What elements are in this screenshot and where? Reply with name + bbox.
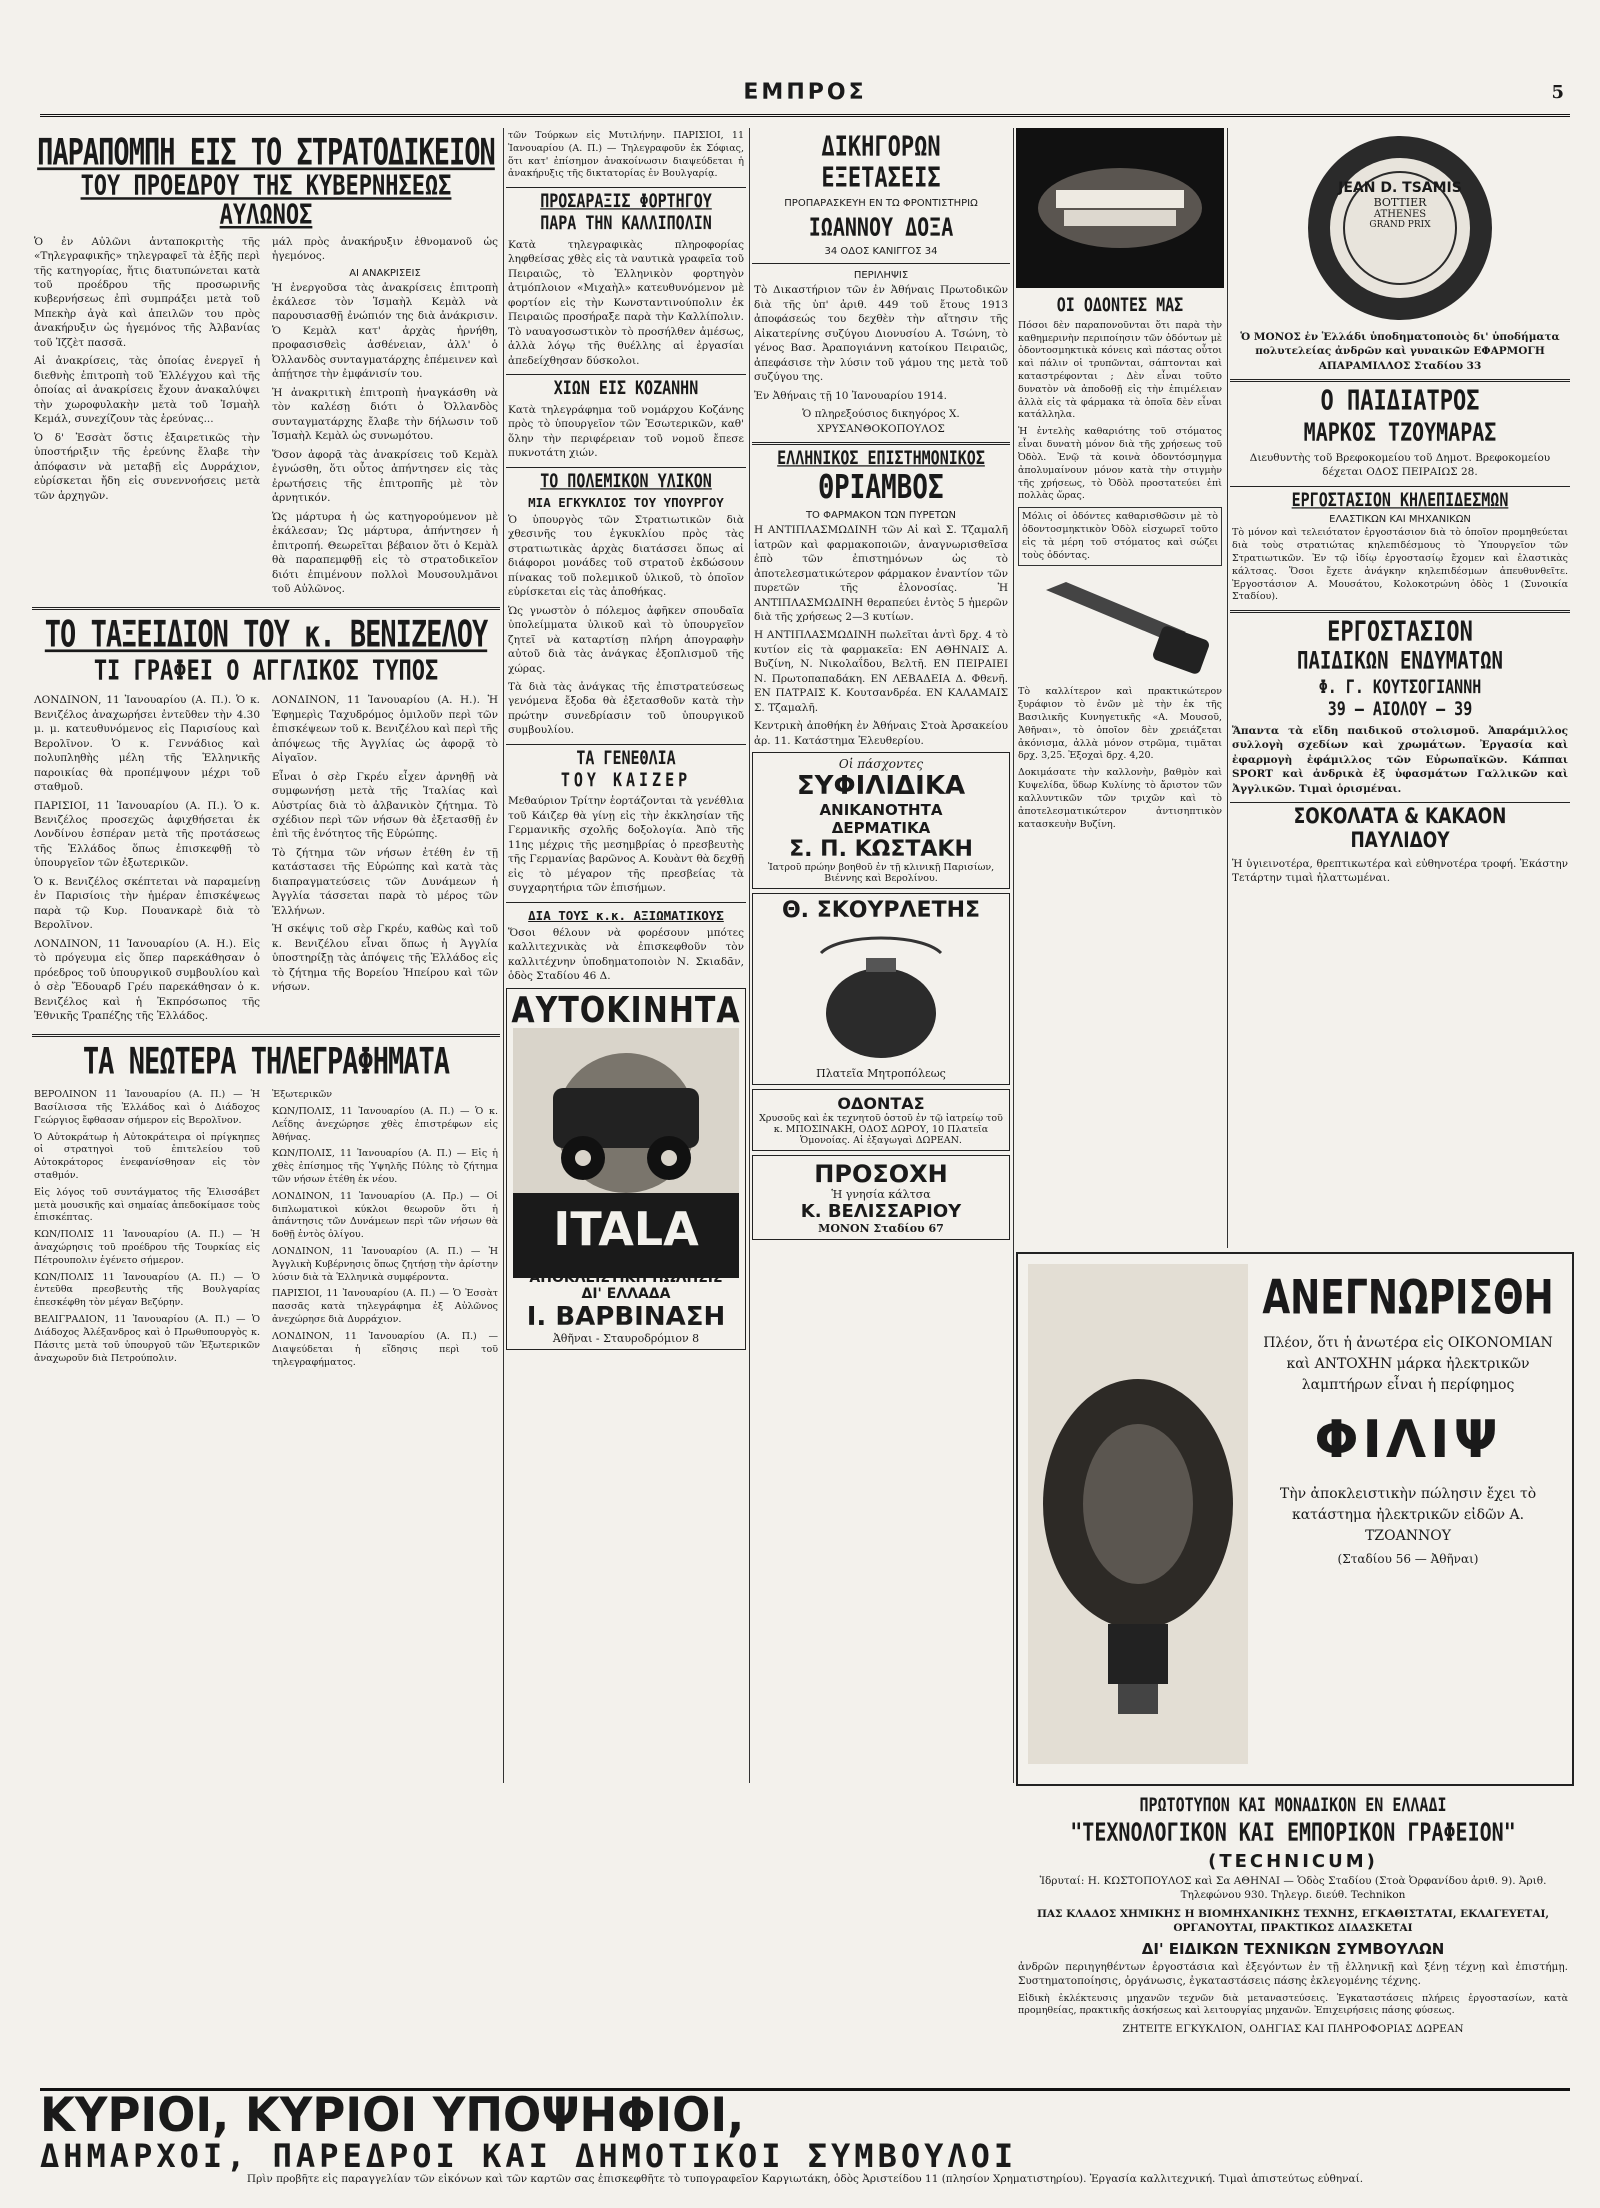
paragraph: Ἅπαντα τὰ εἴδη παιδικοῦ στολισμοῦ. Ἀπαράμιλλος συλλογὴ σχεδίων καὶ χρωμάτων. Ἐργασία καὶ ἐφαρμογὴ ἐφάμιλλος τῶν Εὐρωπαϊκῶν. Κάππαι SPORT καὶ ἀνδρικὰ ἐξ ὑφασμάτων Γαλλικῶν καὶ Ἀγγλικῶν. Τιμαὶ ὁρισμέναι. (1232, 724, 1568, 795)
paragraph: Ἡ ὑγιεινοτέρα, θρεπτικωτέρα καὶ εὐθηνοτέρα τροφή. Ἑκάστην Τετάρτην τιμαὶ ἠλαττωμέναι. (1232, 857, 1568, 885)
paragraph: ἀνδρῶν περιηγηθέντων ἐργοστάσια καὶ ἐξεγόντων ἐν τῇ ἑλληνικῇ καὶ ξένῃ τέχνῃ καὶ ἐπιστήμῃ. Συστηματοποίησις, ὀργάνωσις, ἐγκαταστάσεις πάσης ἐκλεγομένης τέχνης. (1018, 1960, 1568, 1988)
mouth-illustration (1016, 128, 1224, 288)
teeth-advert (752, 1089, 1010, 1151)
light-bulb-icon (1028, 1264, 1248, 1764)
column-rule (503, 128, 504, 1783)
telegram: Ὁ Αὐτοκράτωρ ἡ Αὐτοκράτειρα οἱ πρίγκηπες οἱ στρατηγοὶ τοῦ ἐπιτελείου τοῦ Αὐτοκράτορος ἐνεφανίσθησαν εἰς τὸν σταθμόν. (34, 1131, 260, 1181)
paragraph: Ὁ πληρεξούσιος δικηγόρος Χ. ΧΡΥΣΑΝΘΟΚΟΠΟΥΛΟΣ (802, 408, 960, 435)
headline-court-martial: ΠΑΡΑΠΟΜΠΗ ΕΙΣ ΤΟ ΣΤΡΑΤΟΔΙΚΕΙΟΝ (37, 132, 495, 175)
column-2 (506, 128, 746, 1783)
headline-war-material: ΤΟ ΠΟΛΕΜΙΚΟΝ ΥΛΙΚΟΝ (540, 469, 712, 492)
headline-kaiser: ΤΟΥ ΚΑΙΖΕΡ (560, 768, 692, 791)
badge-city: ATHENES (1373, 209, 1427, 220)
paragraph: Πλέον, ὅτι ἡ ἀνωτέρα εἰς ΟΙΚΟΝΟΜΙΑΝ καὶ ΑΝΤΟΧΗΝ μάρκα ἠλεκτρικῶν λαμπτήρων εἶναι ἡ περίφημος (1263, 1335, 1553, 1393)
ad-line: Ἀθῆναι - Σταυροδρόμιον 8 (552, 1331, 700, 1345)
ad-line: Οἱ πάσχοντες (838, 757, 924, 772)
subheading-fever: ΤΟ ΦΑΡΜΑΚΟΝ ΤΩΝ ΠΥΡΕΤΩΝ (805, 510, 957, 522)
divider (1230, 610, 1570, 613)
paragraph: Εἰδικὴ ἐκλέκτευσις μηχανῶν τεχνῶν διὰ μεταναστεύσεις. Ἐγκαταστάσεις πλήρεις ἐργοστασίων, κατὰ προμηθείας, πρακτικῆς ἀσκήσεως καὶ λειτουργίας μηχανῶν. Ἐπιχειρήσεις πάσης φύσεως. (1018, 1992, 1568, 2017)
telegrams (32, 1087, 500, 1373)
paragraph: Κεντρικὴ ἀποθήκη ἐν Ἀθήναις Στοὰ Ἀρσακείου ἀρ. 11. Κατάστημα Ἐλευθερίου. (754, 720, 1008, 747)
telegram: ΚΩΝ/ΠΟΛΙΣ, 11 Ἰανουαρίου (Α. Π.) — Ὁ κ. Λεΐδης ἀνεχώρησε χθὲς ἐπιστρέφων εἰς Ἀθήνας. (272, 1105, 498, 1143)
telegram: ΛΟΝΔΙΝΟΝ, 11 Ἰανουαρίου (Α. Π.) — Διαψεύδεται ἡ εἴδησις περὶ τοῦ τηλεγραφήματος. (272, 1330, 498, 1368)
headline-venizelos-trip: ΤΟ ΤΑΞΕΙΔΙΟΝ ΤΟΥ κ. ΒΕΝΙΖΕΛΟΥ (44, 614, 488, 656)
paragraph: Ἡ ἐνεργοῦσα τὰς ἀνακρίσεις ἐπιτροπὴ ἐκάλεσε τὸν Ἰσμαὴλ Κεμὰλ νὰ παρουσιασθῇ ἐνώπιόν της διὰ ἀνάκρισιν. Ὁ Κεμὰλ κατ' ἀρχὰς ἠρνήθη, προφασισθεὶς ἀσθένειαν, ἀλλ' ὁ Ὀλλανδὸς συνταγματάρχης ἐπέμεινεν καὶ ἀπῄτησε τὴν ἐμφάνισίν του. (272, 281, 498, 381)
telegram: ΚΩΝ/ΠΟΛΙΣ, 11 Ἰανουαρίου (Α. Π.) — Εἰς ἡ χθὲς ἐπίσημος τῆς Ὑψηλῆς Πύλης τὸ ζήτημα τῶν νήσων ἐτέθη ἐκ νέου. (272, 1148, 498, 1185)
paragraph: Αἱ ἀνακρίσεις, τὰς ὁποίας ἐνεργεῖ ἡ διεθνὴς ἐπιτροπὴ τοῦ Ἑλλέγχου καὶ τῆς ὁποίας αἱ ἀνακρίσεις ἔχουν ἀνακαλύψει τὴν χωροφυλακὴν μετὰ τοῦ Ἰσμαὴλ Κεμάλ, συνεχίζουν τὰς ἐρεύνας... (34, 355, 260, 426)
ad-line: ΑΝΙΚΑΝΟΤΗΤΑ (819, 801, 943, 820)
ad-line: Ἡ γνησία κάλτσα (831, 1188, 931, 1202)
paragraph: τῶν Τούρκων εἰς Μυτιλήνην. ΠΑΡΙΣΙΟΙ, 11 Ἰανουαρίου (Α. Π.) — Τηλεγραφοῦν ἐκ Σόφιας, ὅτι κατ' ἐπίσημον ἀνακοίνωσιν διαψεύδεται ἡ ἀνακήρυξις τῆς δικτατορίας ἐν Βουλγαρίᾳ. (508, 130, 744, 180)
telegram: ΚΩΝ/ΠΟΛΙΣ 11 Ἰανουαρίου (Α. Π.) — Ἡ ἀναχώρησις τοῦ προέδρου τῆς Τουρκίας εἰς Πέτρουπολιν ἐγένετο σήμερον. (34, 1229, 260, 1266)
divider (752, 263, 1010, 264)
paragraph: Ὁ ὑπουργὸς τῶν Στρατιωτικῶν διὰ χθεσινῆς του ἐγκυκλίου πρὸς τὰς στρατιωτικὰς ἀρχὰς διατάσσει ὅπως αἱ διάφοροι μονάδες τοῦ στρατοῦ ἐκδώσουν πίνακας τοῦ πολεμικοῦ ὑλικοῦ, τὸ ὁποῖον εὑρίσκεται εἰς τὰς ἀποθήκας. (508, 513, 744, 599)
headline-freighter: ΠΡΟΣΑΡΑΞΙΣ ΦΟΡΤΗΓΟΥ (540, 189, 712, 213)
banner-line-3: Πρὶν προβῆτε εἰς παραγγελίαν τῶν εἰκόνων καὶ τῶν καρτῶν σας ἐπισκεφθῆτε τὸ τυπογραφεῖον Καργιωτάκη, ὁδὸς Ἀριστείδου 11 (πλησίον Χρηματιστηρίου). Ἐργασία καλλιτεχνική. Τιμαὶ ἀπιστεύτως εὐθηναί. (246, 2173, 1364, 2185)
banner-line-2: ΔΗΜΑΡΧΟΙ, ΠΑΡΕΔΡΟΙ ΚΑΙ ΔΗΜΟΤΙΚΟΙ ΣΥΜΒΟΥΛΟΙ (40, 2137, 1018, 2175)
paragraph: Κατὰ τηλεγράφημα τοῦ νομάρχου Κοζάνης πρὸς τὸ ὑπουργεῖον τῶν Ἐσωτερικῶν, καθ' ὅλην τὴν περιφέρειαν τοῦ νομοῦ ἔπεσε πυκνοτάτη χιών. (508, 403, 744, 460)
ad-name: Κ. ΒΕΛΙΣΣΑΡΙΟΥ (800, 1201, 962, 1223)
telegram: ΠΑΡΙΣΙΟΙ, 11 Ἰανουαρίου (Α. Π.) — Ὁ Ἐσσὰτ πασσᾶς κατὰ τηλεγράφημα ἐξ Αὐλῶνος ἀνεχώρησε διὰ Δυρράχιον. (272, 1288, 498, 1326)
headline-latest-telegrams: ΤΑ ΝΕΩΤΕΡΑ ΤΗΛΕΓΡΑΦΗΜΑΤΑ (82, 1041, 450, 1083)
ad-line: ΑΠΟΚΛΕΙΣΤΙΚΗ ΠΩΛΗΣΙΣ (529, 1269, 723, 1286)
headline-exams: ΕΞΕΤΑΣΕΙΣ (821, 162, 941, 195)
divider (752, 442, 1010, 445)
paragraph: Τὸ μόνον καὶ τελειότατον ἐργοστάσιον διὰ τὸ ὁποῖον προμηθεύεται διὰ τοὺς στρατιώτας κηλεπιδέσμους τὸ Ὑπουργεῖον τῶν Στρατιωτικῶν. Ἐν τῷ ἰδίῳ ἐργοστασίῳ ἔχομεν καὶ ἐλαστικὰς κάλτσας. Ὅσοι ἔχετε ἀνάγκην κηλεπιδέσμων ἀπευθυνθεῖτε. Ἐργοστάσιον Α. Μουσάτου, Κολοκοτρώνη ὁδὸς 1 (Συνοικία Σταδίου). (1232, 527, 1568, 603)
ad-line: ΔΕΡΜΑΤΙΚΑ (831, 819, 931, 838)
paragraph: Δοκιμάσατε τὴν καλλονὴν, βαθμὸν καὶ Κυψελίδα, ὕδωρ Κυλίνης τὸ ἄριστον τῶν καλλυντικῶν τῶν τριχῶν καὶ τὸ ἀποτελεσματικώτερον ἀντισηπτικὸν κατασκευὴν Βυζίνη. (1018, 767, 1222, 830)
itala-advert (506, 988, 746, 1350)
paragraph: Η ΑΝΤΙΠΛΑΣΜΩΔΙΝΗ τῶν Αἰ καὶ Σ. Τζαμαλῆ ἰατρῶν καὶ φαρμακοποιῶν, ἀναγνωρισθεῖσα ἐπὸ τῶν ἐπιστημόνων ὡς τὸ ἀποτελεσματικώτερον φάρμακον ἐναντίον τῶν πυρετῶν τῆς ἑλονοσίας. Ἡ ΑΝΤΙΠΛΑΣΜΩΔΙΝΗ θεραπεύει ἐντὸς 5 ἡμερῶν διὰ τῆς χρήσεως 2—3 κυτίων. (754, 524, 1008, 623)
article-venizelos (32, 691, 500, 1028)
subheading: ΠΡΟΠΑΡΑΣΚΕΥΗ ΕΝ ΤΩ ΦΡΟΝΤΙΣΤΗΡΙΩ (784, 198, 978, 210)
paragraph: (Σταδίου 56 — Ἀθῆναι) (1337, 1552, 1479, 1566)
paragraph: Ὡς μάρτυρα ἡ ὡς κατηγορούμενον μὲ ἐκάλεσαν; Ὡς μάρτυρα, ἀπήντησεν ἡ ἐπιτροπή. Θεωρεῖται βέβαιον ὅτι ὁ Κεμὰλ θὰ παραπεμφθῇ εἰς τὸ στρατοδικεῖον διότι ἐπιμένουν πολλοὶ Μουσουλμᾶνοι τοῦ Αὐλῶνος. (272, 510, 498, 596)
skourletis-advert (752, 893, 1010, 1085)
ad-line: Ι. ΒΑΡΒΙΝΑΣΗ (526, 1301, 726, 1332)
headline-circular: ΜΙΑ ΕΓΚΥΚΛΙΟΣ ΤΟΥ ΥΠΟΥΡΓΟΥ (528, 494, 724, 510)
headline-recognized: ΑΝΕΓΝΩΡΙΣΘΗ (1262, 1271, 1554, 1326)
banner-line-1: ΚΥΡΙΟΙ, ΚΥΡΙΟΙ ΥΠΟΨΗΦΙΟΙ, (40, 2086, 745, 2143)
headline-pavlidou: ΠΑΥΛΙΔΟΥ (1350, 828, 1450, 854)
masthead (40, 78, 1570, 117)
headline-factory: ΕΡΓΟΣΤΑΣΙΟΝ (1327, 617, 1473, 649)
headline-koutsogianni: Φ. Γ. ΚΟΥΤΣΟΓΙΑΝΝΗ (1318, 675, 1482, 699)
paragraph: Τὴν ἀποκλειστικὴν πώλησιν ἔχει τὸ κατάστημα ἠλεκτρικῶν εἰδῶν Α. ΤΖΟΑΝΝΟΥ (1279, 1486, 1537, 1544)
headline-triumph-word: ΘΡΙΑΜΒΟΣ (818, 468, 944, 507)
tutor-name: ΙΩΑΝΝΟΥ ΔΟΞΑ (808, 212, 954, 243)
paragraph: Ἡ ἐντελὴς καθαριότης τοῦ στόματος εἶναι δυνατὴ μόνον διὰ τῆς χρήσεως τοῦ Ὀδὸλ. Ἐνῷ τὰ κοινὰ ὀδοντόσμηγμα ἀπολυμαίνουν μόνον κατὰ τὴν στιγμὴν τῆς χρήσεως, τὸ Ὀδὸλ προστατεύει ἐπὶ πολλὰς ὥρας. (1018, 426, 1222, 502)
column-rule (1013, 128, 1014, 1783)
telegram: ΒΕΡΟΛΙΝΟΝ 11 Ἰανουαρίου (Α. Π.) — Ἡ Βασίλισσα τῆς Ἑλλάδος καὶ ὁ Διάδοχος Γεώργιος ἔφθασαν σήμερον εἰς Βερολῖνον. (34, 1089, 260, 1126)
ad-line: Χρυσοῦς καὶ ἐκ τεχνητοῦ ὀστοῦ ἐν τῷ ἰατρείῳ τοῦ κ. ΜΠΟΣΙΝΑΚΗ, ΟΔΟΣ ΔΩΡΟΥ, 10 Πλατεῖα Ὁμονοίας. Αἱ ἐξαγωγαὶ ΔΩΡΕΑΝ. (759, 1113, 1003, 1147)
subheading: ΕΛΑΣΤΙΚΩΝ ΚΑΙ ΜΗΧΑΝΙΚΩΝ (1329, 514, 1471, 526)
telegram: Ἐξωτερικῶν (272, 1089, 333, 1101)
ad-title: ΠΡΟΣΟΧΗ (814, 1160, 948, 1189)
paragraph: Ὁ δ' Ἐσσὰτ ὅστις ἐξαιρετικῶς τὴν ὑποστήριξιν τῆς ἐρεύνης ἔλαβε τὴν ἀπόφασιν νὰ μεταβῇ εἰς Δυρράχιον, εὑρίσκεται ἤδη εἰς συνεννοήσεις μετὰ τῶν ἀρχηγῶν. (34, 431, 260, 502)
telegram: Εἰς λόγος τοῦ συντάγματος τῆς Ἑλισσάβετ μετὰ μουσικῆς καὶ σημαίας ἀπεδοκίμασε τοὺς ἐπισκέπτας. (34, 1186, 260, 1224)
paragraph: Τὸ Δικαστήριον τῶν ἐν Ἀθήναις Πρωτοδικῶν διὰ τῆς ὑπ' ἀριθ. 449 τοῦ ἔτους 1913 ἀποφάσεώς του δεχθὲν τὴν αἴτησιν τῆς Αἰκατερίνης συζύγου Διονυσίου Α. Τσώνη, τὸ γένος Βασ. Ἀραπογιάννη κατοίκου Πειραιῶς, ἀπεφάσισε τὴν λύσιν τοῦ γάμου της μετὰ τοῦ συζύγου της. (754, 284, 1008, 384)
headline-hernia-factory: ΕΡΓΟΣΤΑΣΙΟΝ ΚΗΛΕΠΙΔΕΣΜΩΝ (1291, 488, 1509, 511)
ad-title: ΑΥΤΟΚΙΝΗΤΑ (511, 989, 741, 1032)
headline-pediatrician: Ο ΠΑΙΔΙΑΤΡΟΣ (1320, 386, 1480, 418)
subheading-investigations: ΑΙ ΑΝΑΚΡΙΣΕΙΣ (349, 267, 421, 279)
paragraph: ΠΑΡΙΣΙΟΙ, 11 Ἰανουαρίου (Α. Π.). Ὁ κ. Βενιζέλος προσεχῶς ἀφιχθήσεται ἐκ Λονδίνου ἐσπέραν μετὰ τῆς προτάσεως τῆς Ἑλλάδος ὅπως ἐπισκεφθῇ τὸ ὑπουργεῖον τῶν ἐξωτερικῶν. (34, 799, 260, 870)
column-3 (752, 128, 1010, 1783)
page-number: 5 (1551, 82, 1564, 103)
paragraph: Εἶναι ὁ σὲρ Γκρέυ εἶχεν ἀρνηθῇ νὰ συμφωνήσῃ μετὰ τῆς Ἰταλίας καὶ Αὐστρίας διὰ τὸ ἀλβανικὸν ζήτημα. Τὸ σχέδιον περὶ τῶν νήσων θὰ ἐξετασθῇ ἐν ἐπὶ τῆς ἑνότητος τῆς Εὐρώπης. (272, 770, 498, 841)
headline-kaiser-birthday: ΤΑ ΓΕΝΕΘΛΙΑ (576, 746, 676, 769)
paragraph: Πόσοι δὲν παραπονοῦνται ὅτι παρὰ τὴν καθημερινὴν περιποίησιν τῶν ὀδόντων μὲ ὀδοντοσμηκτικὰ κόνεις καὶ πάστας οὗτοι καὶ πάλιν οἱ τρυπῶνται, σάπτονται καὶ καταστρέφονται ; Δὲν εἶναι τοῦτο δυνατὸν νὰ ἀποδοθῇ εἰς τὴν ἐπιμέλειαν ἀλλὰ εἰς τὰ φάρμακα τὰ ὁποῖα δὲν εἶναι κατάλληλα. (1018, 319, 1222, 421)
ad-brand: ITALA (553, 1201, 699, 1256)
telegram: ΒΕΛΙΓΡΑΔΙΟΝ, 11 Ἰανουαρίου (Α. Π.) — Ὁ Διάδοχος Ἀλέξανδρος καὶ ὁ Πρωθυπουργὸς κ. Πάσιτς μετὰ τοῦ ὑπουργοῦ τῶν Ἐξωτερικῶν ἀναχωροῦν διὰ Πετρούπολιν. (34, 1314, 260, 1364)
lamp-illustration (1028, 1264, 1248, 1764)
divider (32, 607, 500, 610)
column-5 (1230, 128, 1570, 1248)
headline-technological-office: "ΤΕΧΝΟΛΟΓΙΚΟΝ ΚΑΙ ΕΜΠΟΡΙΚΟΝ ΓΡΑΦΕΙΟΝ" (1070, 1816, 1516, 1847)
paragraph: μάλ πρὸς ἀνακήρυξιν ἐθνομανοῦ ὡς ἡγεμόνος. (272, 235, 498, 263)
syphilis-advert (752, 752, 1010, 889)
paragraph: Ὡς γνωστὸν ὁ πόλεμος ἀφῆκεν σπουδαῖα ὑπολείμματα ὑλικοῦ καὶ τὸ ὑπουργεῖον ζητεῖ νὰ καταρτίσῃ πλήρη ἀπογραφὴν αὐτοῦ διὰ τὰς ἀνάγκας ἐξοπλισμοῦ τῆς χώρας. (508, 604, 744, 675)
badge-prize: GRAND PRIX (1369, 220, 1431, 230)
divider (506, 187, 746, 188)
paragraph: ΛΟΝΔΙΝΟΝ, 11 Ἰανουαρίου (Α. Π.). Ὁ κ. Βενιζέλος ἀναχωρήσει ἐντεῦθεν τὴν 4.30 μ. μ. κατευθυνόμενος εἰς Παρισίους καὶ Βερολῖνον. Ὁ κ. Γεννάδιος καὶ πολυπληθὴς μέλη τῆς Ἑλληνικῆς παροικίας θὰ προπέμψουν μέχρι τοῦ σταθμοῦ. (34, 694, 260, 794)
razor-illustration (1016, 570, 1224, 680)
ad-line: ΔΙ' ΕΛΛΑΔΑ (581, 1285, 671, 1302)
column-rule (749, 128, 750, 1783)
paragraph: Ὁ ΜΟΝΟΣ ἐν Ἑλλάδι ὑποδηματοποιὸς δι' ὑποδήματα πολυτελείας ἀνδρῶν καὶ γυναικῶν ΕΦΑΡΜΟΓΗ ΑΠΑΡΑΜΙΛΛΟΣ Σταδίου 33 (1240, 331, 1560, 372)
article-aulon (32, 233, 500, 601)
headline-lawyers: ΔΙΚΗΓΟΡΩΝ (821, 131, 941, 164)
newspaper-title: ΕΜΠΡΟΣ (743, 80, 867, 105)
ad-title: ΣΥΦΙΛΙΔΙΚΑ (796, 771, 966, 802)
ad-line: Πλατεῖα Μητροπόλεως (816, 1067, 946, 1081)
ad-title: Θ. ΣΚΟΥΡΛΕΤΗΣ (781, 898, 981, 924)
badge-trade: BOTTIER (1373, 196, 1427, 209)
attention-advert (752, 1155, 1010, 1240)
ad-line: ΜΟΝΟΝ Σταδίου 67 (818, 1222, 944, 1236)
paragraph: Η ΑΝΤΙΠΛΑΣΜΩΔΙΝΗ πωλεῖται ἀντὶ δρχ. 4 τὸ κυτίον εἰς τὰ φαρμακεῖα: ΕΝ ΑΘΗΝΑΙΣ Α. Βυζίνη, Ν. Νικολαΐδου, Βελτῆ. ΕΝ ΠΕΙΡΑΙΕΙ Ν. Πρωτοπαπαδάκη. ΕΝ ΛΕΒΑΔΕΙΑ Δ. Φθενῆ. ΕΝ ΠΑΤΡΑΙΣ Κ. Κουτσανδρέα. ΕΝ ΚΑΛΑΜΑΙΣ Σ. Τζαμαλῆ. (754, 629, 1008, 714)
telegram: ΚΩΝ/ΠΟΛΙΣ 11 Ἰανουαρίου (Α. Π.) — Ὁ ἐντεῦθα πρεσβευτὴς τῆς Βουλγαρίας ἐπεσκέφθη τὸν μέγαν Βεζύρην. (34, 1271, 260, 1309)
headline-triumph: ΕΛΛΗΝΙΚΟΣ ΕΠΙΣΤΗΜΟΝΙΚΟΣ (777, 446, 985, 470)
paragraph: ΛΟΝΔΙΝΟΝ, 11 Ἰανουαρίου (Α. Η.). Ἡ Ἐφημερὶς Ταχυδρόμος ὁμιλοῦν περὶ τῶν ἐπισκέψεων τοῦ κ. Βενιζέλου καὶ περὶ τῆς ἀπόψεως τῆς Ἀγγλίας ὡς ἀφορᾷ τὸ Αἰγαῖον. (272, 694, 498, 765)
divider (1230, 486, 1570, 487)
philips-text (1258, 1264, 1558, 1572)
headline-snow-kozani: ΧΙΩΝ ΕΙΣ ΚΟΖΑΝΗΝ (553, 376, 699, 400)
paragraph: Κατὰ τηλεγραφικὰς πληροφορίας ληφθείσας χθὲς εἰς τὰ ναυτικὰ γραφεῖα τοῦ Πειραιῶς, τὸ Ἑλληνικὸν φορτηγὸν ἀτμόπλοιον «Μιχαὴλ» κατευθυνόμενον μὲ φορτίον εἰς τὴν Κωνσταντινούπολιν ἐκ Πειραιῶς προσήραξε παρὰ τὴν Καλλίπολιν. Τὸ ναυαγοσωστικὸν τὸ προσήλθεν ἀμέσως, ἀλλὰ λόγῳ τῆς θυέλλης αἱ ἐργασίαι ἀπεδείχθησαν δύσκολοι. (508, 238, 744, 367)
headline-tzoumaras: ΜΑΡΚΟΣ ΤΖΟΥΜΑΡΑΣ (1303, 416, 1497, 447)
brand-philips: ΦΙΛΙΨ (1314, 1410, 1502, 1470)
telegram: ΛΟΝΔΙΝΟΝ, 11 Ἰανουαρίου (Α. Π.) — Ἡ Ἀγγλικὴ Κυβέρνησις ὅπως ζητήσῃ τὴν ἀρίστην λύσιν διὰ τὰ Ἑλληνικὰ συμφέροντα. (272, 1246, 498, 1283)
paragraph: Μόλις οἱ ὀδόντες καθαρισθῶσιν μὲ τὸ ὀδοντοσμηκτικὸν Ὀδὸλ εἰσχωρεῖ τοῦτο εἰς τὰ μέρη τοῦ στόματος καὶ σώζει τοὺς ὀδόντας. (1018, 507, 1222, 566)
headline-our-teeth: ΟΙ ΟΔΟΝΤΕΣ ΜΑΣ (1056, 293, 1184, 317)
paragraph: Ὁ κ. Βενιζέλος σκέπτεται νὰ παραμείνῃ ἐν Παρισίοις τὴν ἡμέραν ἐπισκέψεως παρὰ τῷ Κυρ. Πουανκαρὲ διὰ τὸ Βερολῖνον. (34, 875, 260, 932)
technicum-advert (1016, 1792, 1570, 2082)
headline-consultants: ΔΙ' ΕΙΔΙΚΩΝ ΤΕΧΝΙΚΩΝ ΣΥΜΒΟΥΛΩΝ (1141, 1939, 1445, 1958)
column-rule (1227, 128, 1228, 1248)
divider (32, 1034, 500, 1037)
paragraph: ΛΟΝΔΙΝΟΝ, 11 Ἰανουαρίου (Α. Η.). Εἰς τὸ πρόγευμα εἰς ὅπερ παρεκάθησαν ὁ πρόεδρος τοῦ ὑπουργικοῦ συμβουλίου καὶ ὁ σὲρ Ἔδουαρδ Γρέυ παρεκάθησαν ὁ κ. Βενιζέλος καὶ ἡ Ἐκπρόσωπος τῆς Ἐθνικῆς Τραπέζης τῆς Ἑλλάδος. (34, 937, 260, 1023)
paragraph: Ὁ ἐν Αὐλῶνι ἀνταποκριτὴς τῆς «Τηλεγραφικῆς» τηλεγραφεῖ τὰ ἑξῆς περὶ τῆς κατηγορίας, ἥτις διατυπώνεται κατὰ τοῦ προέδρου τῆς προσωρινῆς κυβερνήσεως ἐπὶ συμπράξει μετὰ τοῦ Μπεκὴρ ἀγὰ καὶ ἀπειλῶν του πρὸς ἀνακήρυξιν ὡς ἡγεμόνος τῆς Ἀλβανίας τοῦ Ἰζζὲτ πασσᾶ. (34, 235, 260, 349)
paragraph: Μεθαύριον Τρίτην ἑορτάζονται τὰ γενέθλια τοῦ Κάιζερ θὰ γίνῃ εἰς τὴν ἐκκλησίαν τῆς Γερμανικῆς σχολῆς δοξολογία. Ἀπὸ τῆς 11ης μέχρις τῆς μεσημβρίας ὁ πρεσβευτὴς τῆς Γερμανίας βαρῶνος Α. Κουὰντ θὰ δεχθῇ εἰς τὸ μέγαρον τῆς πρεσβείας τὰ συγχαρητήρια τῶν ἐπισήμων. (508, 795, 744, 895)
headline-gallipoli: ΠΑΡΑ ΤΗΝ ΚΑΛΛΙΠΟΛΙΝ (540, 211, 712, 235)
paragraph: Ὅσοι θέλουν νὰ φορέσουν μπότες καλλιτεχνικὰς νὰ ἐπισκεφθοῦν τὸν καλλιτέχνην ὑποδηματοποιὸν Ν. Σκιαδᾶν, ὁδὸς Σταδίου 46 Δ. (508, 926, 744, 983)
handbag-illustration (781, 923, 981, 1063)
column-1 (32, 128, 500, 1783)
paragraph: Διευθυντὴς τοῦ Βρεφοκομείου τοῦ Δημοτ. Βρεφοκομείου δέχεται ΟΔΟΣ ΠΕΙΡΑΙΩΣ 28. (1249, 451, 1551, 479)
paragraph: Ἐν Ἀθήναις τῇ 10 Ἰανουαρίου 1914. (754, 389, 947, 402)
headline-unique: ΠΡΩΤΟΤΥΠΟΝ ΚΑΙ ΜΟΝΑΔΙΚΟΝ ΕΝ ΕΛΛΑΔΙ (1139, 1793, 1447, 1817)
paragraph: Ἱδρυταί: Η. ΚΩΣΤΟΠΟΥΛΟΣ καὶ Σα ΑΘΗΝΑΙ — Ὁδὸς Σταδίου (Στοὰ Ὀρφανίδου ἀριθ. 9). Ἀριθ. Τηλεφώνου 930. Τηλεγρ. διεύθ. Technikon (1039, 1874, 1547, 1902)
ad-name: Σ. Π. ΚΩΣΤΑΚΗ (789, 837, 973, 863)
subheading-summary: ΠΕΡΙΛΗΨΙΣ (853, 270, 909, 282)
telegram: ΛΟΝΔΙΝΟΝ, 11 Ἰανουαρίου (Α. Πρ.) — Οἱ διπλωματικοὶ κύκλοι θεωροῦν ὅτι ἡ ἀπάντησις τῶν Δυνάμεων περὶ τῶν νήσων θὰ δοθῇ ἐντὸς ὀλίγου. (272, 1190, 498, 1241)
divider (506, 374, 746, 375)
divider (506, 902, 746, 903)
paragraph: Ἡ ἀνακριτικὴ ἐπιτροπὴ ἠναγκάσθη νὰ τὸν καλέσῃ διότι ὁ Ὀλλανδὸς συνταγματάρχης ἔλαβε τὴν δήλωσιν τοῦ Ἰσμαὴλ Κεμὰλ ὡς συνωμότου. (272, 386, 498, 443)
divider (506, 744, 746, 745)
headline-officers: ΔΙΑ ΤΟΥΣ κ.κ. ΑΞΙΩΜΑΤΙΚΟΥΣ (528, 907, 724, 923)
badge-name: JEAN D. TSAMIS (1338, 180, 1462, 196)
philips-advert (1016, 1252, 1574, 1786)
divider (506, 467, 746, 468)
address: 34 ΟΔΟΣ ΚΑΝΙΓΓΟΣ 34 (824, 246, 938, 258)
headline-technicum: (TECHNICUM) (1208, 1850, 1378, 1872)
headline-children-clothes: ΠΑΙΔΙΚΩΝ ΕΝΔΥΜΑΤΩΝ (1297, 647, 1503, 675)
divider (1230, 802, 1570, 803)
divider (1230, 379, 1570, 382)
column-4 (1016, 128, 1224, 1248)
ad-line: Ἰατροῦ πρώην βοηθοῦ ἐν τῇ κλινικῇ Παρισίων, Βιέννης καὶ Βερολίνου. (767, 862, 995, 885)
paragraph: Τὸ καλλίτερον καὶ πρακτικώτερον ξυράφιον τὸ ἑνῶν μὲ τὴν ἐκ τῆς Βασιλικῆς Κυνηγετικῆς «Α. Μουσοῦ, Ἀθῆναι», τὸ ὁποῖον δὲν χρειάζεται ἀκόνισμα, ἀλλὰ μόνον στρῶμα, τιμᾶται δρχ. 3,25. Ἐξοχαὶ δρχ. 4,20. (1018, 686, 1222, 762)
paragraph: Ὅσον ἀφορᾷ τὰς ἀνακρίσεις τοῦ Κεμὰλ ἐγνώσθη, ὅτι οὗτος ἀπήντησεν εἰς τὰς ἐρωτήσεις τῆς ἐπιτροπῆς μὲ τὸν ἀρνητικόν. (272, 448, 498, 505)
paragraph: ΠΑΣ ΚΛΑΔΟΣ ΧΗΜΙΚΗΣ Η ΒΙΟΜΗΧΑΝΙΚΗΣ ΤΕΧΝΗΣ, ΕΓΚΑΘΙΣΤΑΤΑΙ, ΕΚΛΑΓΕΥΕΤΑΙ, ΟΡΓΑΝΟΥΤΑΙ, ΠΡΑΚΤΙΚΩΣ ΔΙΔΑΣΚΕΤΑΙ (1036, 1907, 1550, 1935)
headline-aiolou: 39 — ΑΙΟΛΟΥ — 39 (1327, 697, 1473, 720)
headline-chocolate: ΣΟΚΟΛΑΤΑ & ΚΑΚΑΟΝ (1293, 804, 1507, 830)
headline-aulon: ΤΟΥ ΠΡΟΕΔΡΟΥ ΤΗΣ ΚΥΒΕΡΝΗΣΕΩΣ ΑΥΛΩΝΟΣ (80, 171, 452, 232)
paragraph: Τὸ ζήτημα τῶν νήσων ἐτέθη ἐν τῇ κατάστασει τῆς Εὐρώπης καὶ κατὰ τὰς διαπραγματεύσεις τῶν Δυνάμεων ἡ Ἀγγλία τάσσεται παρὰ τὸ μέρος τῶν Ἑλλήνων. (272, 846, 498, 917)
ad-title: ΟΔΟΝΤΑΣ (837, 1094, 925, 1114)
paragraph: Τὰ διὰ τὰς ἀνάγκας τῆς ἐπιστρατεύσεως γενόμενα ἔξοδα θὰ ἐξετασθοῦν κατὰ τὴν πρώτην συνεδρίασιν τοῦ ὑπουργικοῦ συμβουλίου. (508, 681, 744, 737)
paragraph: Ἡ σκέψις τοῦ σὲρ Γκρέυ, καθὼς καὶ τοῦ κ. Βενιζέλου εἶναι ὅπως ἡ Ἀγγλία ὑποστηρίξῃ τὰς ἀπόψεις τῆς Ἑλλάδος εἰς τὸ ζήτημα τῆς Βορείου Ἠπείρου καὶ τῶν νήσων. (272, 923, 498, 994)
headline-english-press: ΤΙ ΓΡΑΦΕΙ Ο ΑΓΓΛΙΚΟΣ ΤΥΠΟΣ (93, 655, 439, 688)
paragraph: ΖΗΤΕΙΤΕ ΕΓΚΥΚΛΙΟΝ, ΟΔΗΓΙΑΣ ΚΑΙ ΠΛΗΡΟΦΟΡΙΑΣ ΔΩΡΕΑΝ (1122, 2023, 1464, 2036)
footer-banner (40, 2088, 1570, 2191)
